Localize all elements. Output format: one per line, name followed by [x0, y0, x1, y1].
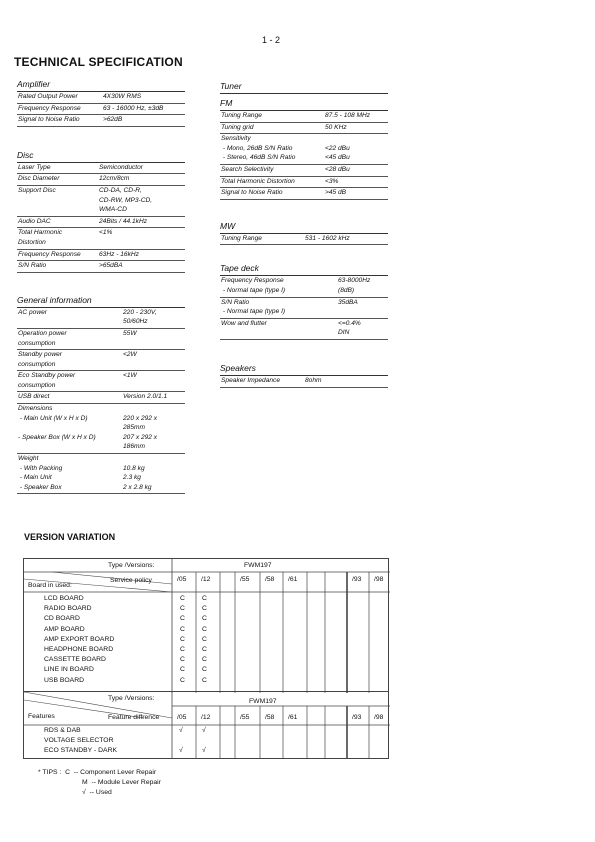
spec-label: Rated Output Power [18, 93, 78, 100]
version-table [23, 558, 389, 692]
feature-difference-label: Feature diffrence [108, 714, 160, 721]
spec-row [17, 115, 185, 127]
spec-value: Semiconductor [99, 163, 143, 171]
spec-row [17, 217, 185, 229]
spec-label: Dimensions - Main Unit (W x H x D) - Speaker Box (W x H x D) [18, 405, 96, 441]
disc-table [17, 163, 185, 273]
board-policy: C [180, 615, 185, 623]
spec-row [220, 134, 388, 165]
board-name: RADIO BOARD [44, 605, 92, 613]
board-policy: C [202, 666, 207, 674]
spec-label: AC power [18, 308, 47, 316]
spec-label: Frequency Response [18, 250, 81, 258]
tips-line-2: M -- Module Lever Repair [82, 779, 161, 786]
version-variation-title: VERSION VARIATION [24, 532, 116, 542]
spec-label: Frequency Response [18, 104, 81, 112]
general-title: General information [17, 294, 92, 305]
mw-table [220, 234, 388, 246]
spec-row [220, 188, 388, 200]
spec-value: 50 KHz [325, 123, 347, 131]
service-policy-label: Service policy [110, 577, 152, 584]
version-header: /05 [177, 576, 187, 583]
spec-label: S/N Ratio [18, 262, 47, 270]
spec-label: Wow and flutter [221, 319, 267, 327]
spec-value: >65dBA [99, 262, 123, 270]
board-policy: C [180, 676, 185, 684]
spec-label: Tuning Range [221, 234, 262, 242]
spec-label: Eco Standby power consumption [18, 372, 76, 389]
spec-value: 8ohm [305, 376, 322, 384]
model-label: FWM197 [244, 562, 272, 569]
spec-label: Total Harmonic Distortion [18, 229, 63, 246]
spec-row [17, 371, 185, 392]
spec-value: 4X30W RMS [103, 93, 142, 100]
spec-row [220, 111, 388, 123]
spec-label: Tuning grid [221, 123, 254, 131]
spec-row [220, 177, 388, 189]
board-policy: C [202, 635, 207, 643]
feature-mark: √ [202, 727, 206, 734]
feature-type-versions-label: Type /Versions: [108, 695, 155, 702]
board-policy: C [202, 605, 207, 613]
features-label: Features [28, 713, 55, 720]
version-header: /12 [201, 576, 211, 583]
spec-value: CD-DA, CD-R, CD-RW, MP3-CD, WMA-CD [99, 186, 153, 214]
spec-label: Audio DAC [18, 217, 51, 225]
version-header: /98 [374, 714, 384, 721]
spec-value: 220 - 230V, 50/60Hz [123, 308, 157, 326]
feature-name: RDS & DAB [44, 727, 81, 734]
spec-value: <28 dBu [325, 165, 350, 173]
speakers-title: Speakers [220, 362, 256, 373]
version-header: /12 [201, 714, 211, 721]
amplifier-table [17, 92, 185, 127]
type-versions-label: Type /Versions: [108, 562, 155, 569]
spec-value: >62dB [103, 116, 123, 124]
spec-value: 63Hz - 16kHz [99, 250, 139, 258]
spec-label: Laser Type [18, 163, 51, 171]
page-title: TECHNICAL SPECIFICATION [14, 55, 183, 69]
right-column [220, 80, 388, 388]
spec-row [17, 163, 185, 175]
board-policy: C [202, 656, 207, 664]
spec-label: USB direct [18, 393, 50, 401]
spec-value: <2W [123, 351, 137, 359]
speakers-table [220, 376, 388, 388]
board-name: AMP EXPORT BOARD [44, 635, 115, 643]
feature-name: ECO STANDBY - DARK [44, 747, 118, 755]
general-table [17, 308, 185, 495]
spec-label: Search Selectivity [221, 165, 274, 173]
spec-row [17, 454, 185, 494]
spec-row [220, 234, 388, 246]
board-policy: C [202, 646, 207, 653]
version-header: /55 [240, 576, 250, 583]
spec-value: 55W [123, 329, 137, 337]
spec-label: Disc Diameter [18, 175, 60, 183]
spec-value: <22 dBu <45 dBu [325, 144, 350, 162]
tips-line-1: * TIPS : C -- Component Lever Repair [38, 769, 157, 776]
spec-label: Frequency Response - Normal tape (type I) [221, 277, 286, 294]
board-policy: C [202, 625, 207, 633]
board-policy: C [180, 656, 185, 664]
disc-title: Disc [17, 149, 34, 160]
spec-row [17, 261, 185, 273]
board-policy: C [180, 646, 185, 653]
board-name: CD BOARD [44, 615, 80, 623]
version-header: /58 [265, 714, 275, 721]
spec-row [220, 123, 388, 135]
tuner-rule [220, 93, 388, 94]
board-name: USB BOARD [44, 676, 85, 684]
version-header: /61 [288, 576, 298, 583]
version-header: /05 [177, 714, 187, 721]
spec-row [17, 250, 185, 262]
board-policy: C [202, 615, 207, 623]
tips-line-3: √ -- Used [82, 789, 112, 796]
spec-row [220, 376, 388, 388]
spec-value: 10.8 kg 2.3 kg 2 x 2.8 kg [123, 464, 152, 491]
spec-value: 12cm/8cm [99, 175, 130, 183]
feature-name: VOLTAGE SELECTOR [44, 737, 114, 745]
spec-value: 220 x 292 x 285mm 207 x 292 x 186mm [123, 414, 158, 451]
spec-row [17, 392, 185, 404]
spec-row [17, 92, 185, 104]
spec-value: <1% [99, 229, 113, 237]
feature-mark: √ [179, 747, 183, 755]
board-policy: C [202, 676, 207, 684]
spec-label: Sensitivity - Mono, 26dB S/N Ratio - Stereo, 46dB S/N Ratio [221, 135, 296, 162]
feature-model-label: FWM197 [249, 698, 277, 705]
spec-value: <1W [123, 372, 137, 380]
spec-row [220, 319, 388, 340]
spec-value: 63 - 16000 Hz, ±3dB [103, 104, 164, 112]
version-header: /61 [288, 714, 298, 721]
spec-value: 531 - 1602 kHz [305, 234, 350, 242]
spec-value: 35dBA [338, 298, 358, 306]
board-name: LINE IN BOARD [44, 666, 94, 674]
board-policy: C [180, 605, 185, 613]
spec-label: Signal to Noise Ratio [221, 189, 283, 197]
board-policy: C [180, 666, 185, 674]
spec-label: Weight - With Packing - Main Unit - Speaker Box [18, 455, 63, 491]
page-number: 1 - 2 [262, 35, 281, 45]
version-header: /58 [265, 576, 275, 583]
version-header: /93 [352, 714, 362, 721]
spec-row [17, 308, 185, 329]
fm-table [220, 111, 388, 200]
board-policy: C [180, 595, 185, 602]
spec-value: 24Bits / 44.1kHz [99, 217, 148, 225]
spec-value: Version 2.0/1.1 [123, 393, 168, 401]
spec-label: Standby power consumption [18, 351, 62, 368]
amplifier-title: Amplifier [17, 79, 51, 89]
mw-title: MW [220, 220, 236, 231]
spec-value: >45 dB [325, 189, 347, 197]
spec-label: Signal to Noise Ratio [18, 116, 80, 124]
spec-value: 63-8000Hz (8dB) [338, 277, 371, 294]
spec-label: Operation power consumption [18, 329, 67, 347]
spec-value: <=0.4% DIN [338, 319, 361, 337]
spec-row [220, 298, 388, 319]
spec-label: S/N Ratio - Normal tape (type I) [221, 298, 286, 316]
feature-table [23, 692, 389, 759]
spec-row [17, 350, 185, 371]
spec-label: Support Disc [18, 186, 56, 194]
board-in-used-label: Board in used: [28, 582, 72, 589]
tuner-title: Tuner [220, 81, 242, 91]
spec-value: <3% [325, 177, 339, 185]
tape-table [220, 276, 388, 340]
spec-row [17, 404, 185, 454]
board-policy: C [180, 625, 185, 633]
spec-row [220, 165, 388, 177]
board-name: LCD BOARD [44, 595, 84, 602]
fm-title: FM [220, 98, 233, 108]
board-name: HEADPHONE BOARD [44, 646, 114, 653]
spec-label: Speaker Impedance [221, 376, 281, 384]
feature-mark: √ [179, 727, 183, 734]
board-policy: C [180, 635, 185, 643]
version-header: /55 [240, 714, 250, 721]
spec-row [220, 276, 388, 297]
version-header: /98 [374, 576, 384, 583]
board-name: AMP BOARD [44, 625, 85, 633]
board-name: CASSETTE BOARD [44, 656, 106, 664]
spec-row [17, 329, 185, 350]
spec-label: Tuning Range [221, 112, 262, 119]
tape-title: Tape deck [220, 263, 259, 274]
spec-row [17, 186, 185, 217]
spec-label: Total Harmonic Distortion [221, 177, 295, 185]
spec-value: 87.5 - 108 MHz [325, 112, 371, 119]
spec-row [17, 104, 185, 116]
spec-row [17, 174, 185, 186]
left-column [17, 78, 185, 494]
feature-mark: √ [202, 747, 206, 755]
spec-row [17, 228, 185, 249]
board-policy: C [202, 595, 207, 602]
version-header: /93 [352, 576, 362, 583]
